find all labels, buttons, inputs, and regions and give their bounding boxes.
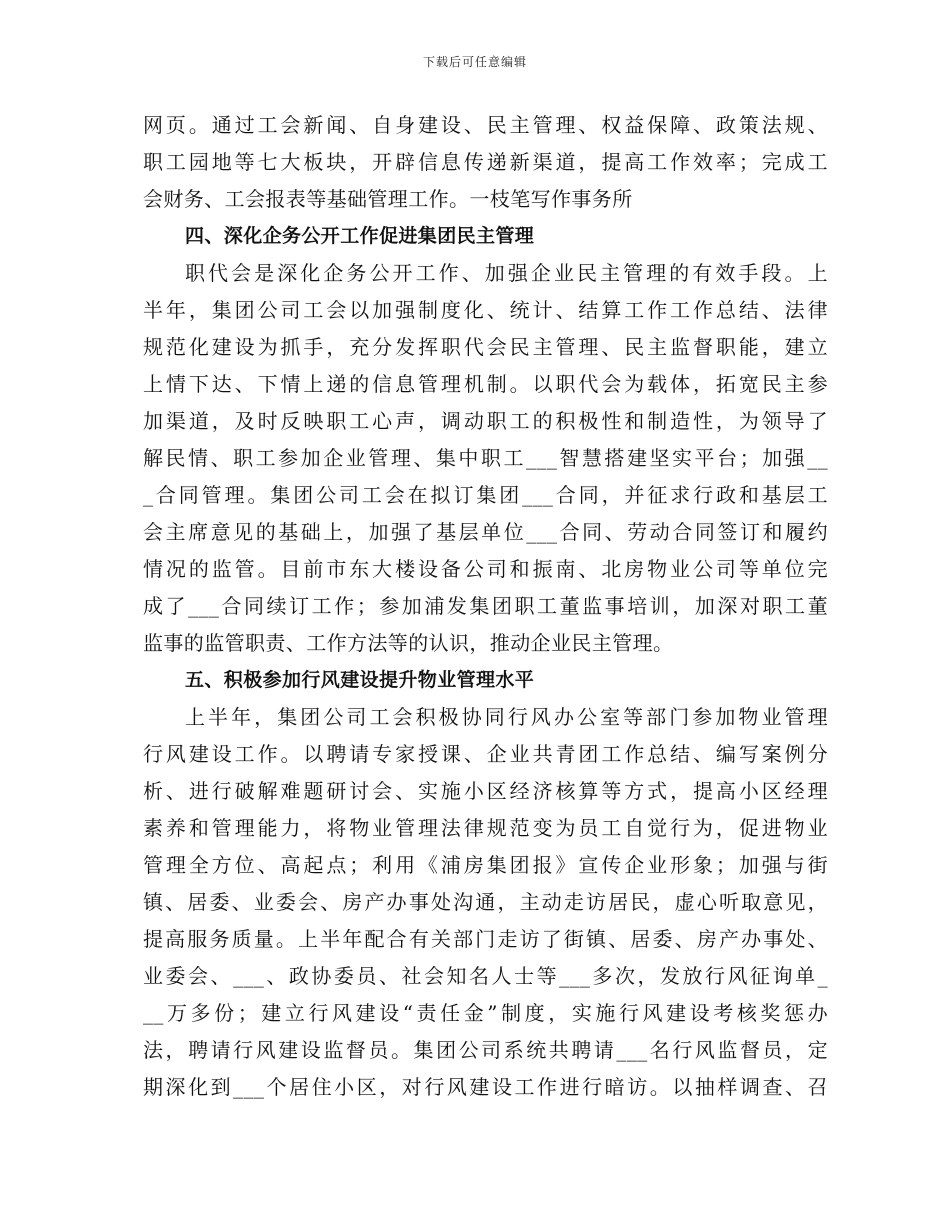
paragraph-line: 网页。通过工会新闻、自身建设、民主管理、权益保障、政策法规、: [143, 113, 828, 137]
paragraph-line: 镇、居委、业委会、房产办事处沟通，主动走访居民，虚心听取意见，: [143, 890, 828, 914]
document-body: [143, 107, 828, 1106]
paragraph-line: 上半年，集团公司工会积极协同行风办公室等部门参加物业管理: [185, 705, 828, 729]
paragraph-line: 职代会是深化企务公开工作、加强企业民主管理的有效手段。上: [185, 261, 828, 285]
paragraph-line: 管理全方位、高起点；利用《浦房集团报》宣传企业形象；加强与街: [143, 853, 828, 877]
paragraph-line: 行风建设工作。以聘请专家授课、企业共青团工作总结、编写案例分: [143, 742, 828, 766]
paragraph-line: __万多份；建立行风建设“责任金”制度，实施行风建设考核奖惩办: [143, 1001, 828, 1025]
paragraph-line: 半年，集团公司工会以加强制度化、统计、结算工作工作总结、法律: [143, 298, 828, 322]
paragraph-line: 会主席意见的基础上，加强了基层单位___合同、劳动合同签订和履约: [143, 520, 828, 544]
paragraph-line: 素养和管理能力，将物业管理法律规范变为员工自觉行为，促进物业: [143, 816, 828, 840]
paragraph-line: 职工园地等七大板块，开辟信息传递新渠道，提高工作效率；完成工: [143, 150, 828, 174]
paragraph-line: 规范化建设为抓手，充分发挥职代会民主管理、民主监督职能，建立: [143, 335, 828, 359]
paragraph-line: 成了___合同续订工作；参加浦发集团职工董监事培训，加深对职工董: [143, 594, 828, 618]
paragraph-line: 期深化到___个居住小区，对行风建设工作进行暗访。以抽样调查、召: [143, 1075, 828, 1099]
paragraph-line: 会财务、工会报表等基础管理工作。一枝笔写作事务所: [143, 187, 633, 211]
paragraph-line: 析、进行破解难题研讨会、实施小区经济核算等方式，提高小区经理: [143, 779, 828, 803]
paragraph-line: 监事的监管职责、工作方法等的认识，推动企业民主管理。: [143, 631, 674, 655]
paragraph-line: 上情下达、下情上递的信息管理机制。以职代会为载体，拓宽民主参: [143, 372, 828, 396]
paragraph-line: 提高服务质量。上半年配合有关部门走访了街镇、居委、房产办事处、: [143, 927, 828, 951]
section-heading: 五、积极参加行风建设提升物业管理水平: [185, 669, 535, 691]
section-heading: 四、深化企务公开工作促进集团民主管理: [185, 225, 535, 247]
paragraph-line: 法，聘请行风建设监督员。集团公司系统共聘请___名行风监督员，定: [143, 1038, 828, 1062]
page-header: 下载后可任意编辑: [422, 55, 527, 69]
paragraph-line: 业委会、___、政协委员、社会知名人士等___多次，发放行风征询单_: [143, 964, 828, 988]
paragraph-line: 解民情、职工参加企业管理、集中职工___智慧搭建坚实平台；加强__: [143, 446, 828, 470]
paragraph-line: _合同管理。集团公司工会在拟订集团___合同，并征求行政和基层工: [143, 483, 828, 507]
paragraph-line: 加渠道，及时反映职工心声，调动职工的积极性和制造性，为领导了: [143, 409, 828, 433]
paragraph-line: 情况的监管。目前市东大楼设备公司和振南、北房物业公司等单位完: [143, 557, 828, 581]
